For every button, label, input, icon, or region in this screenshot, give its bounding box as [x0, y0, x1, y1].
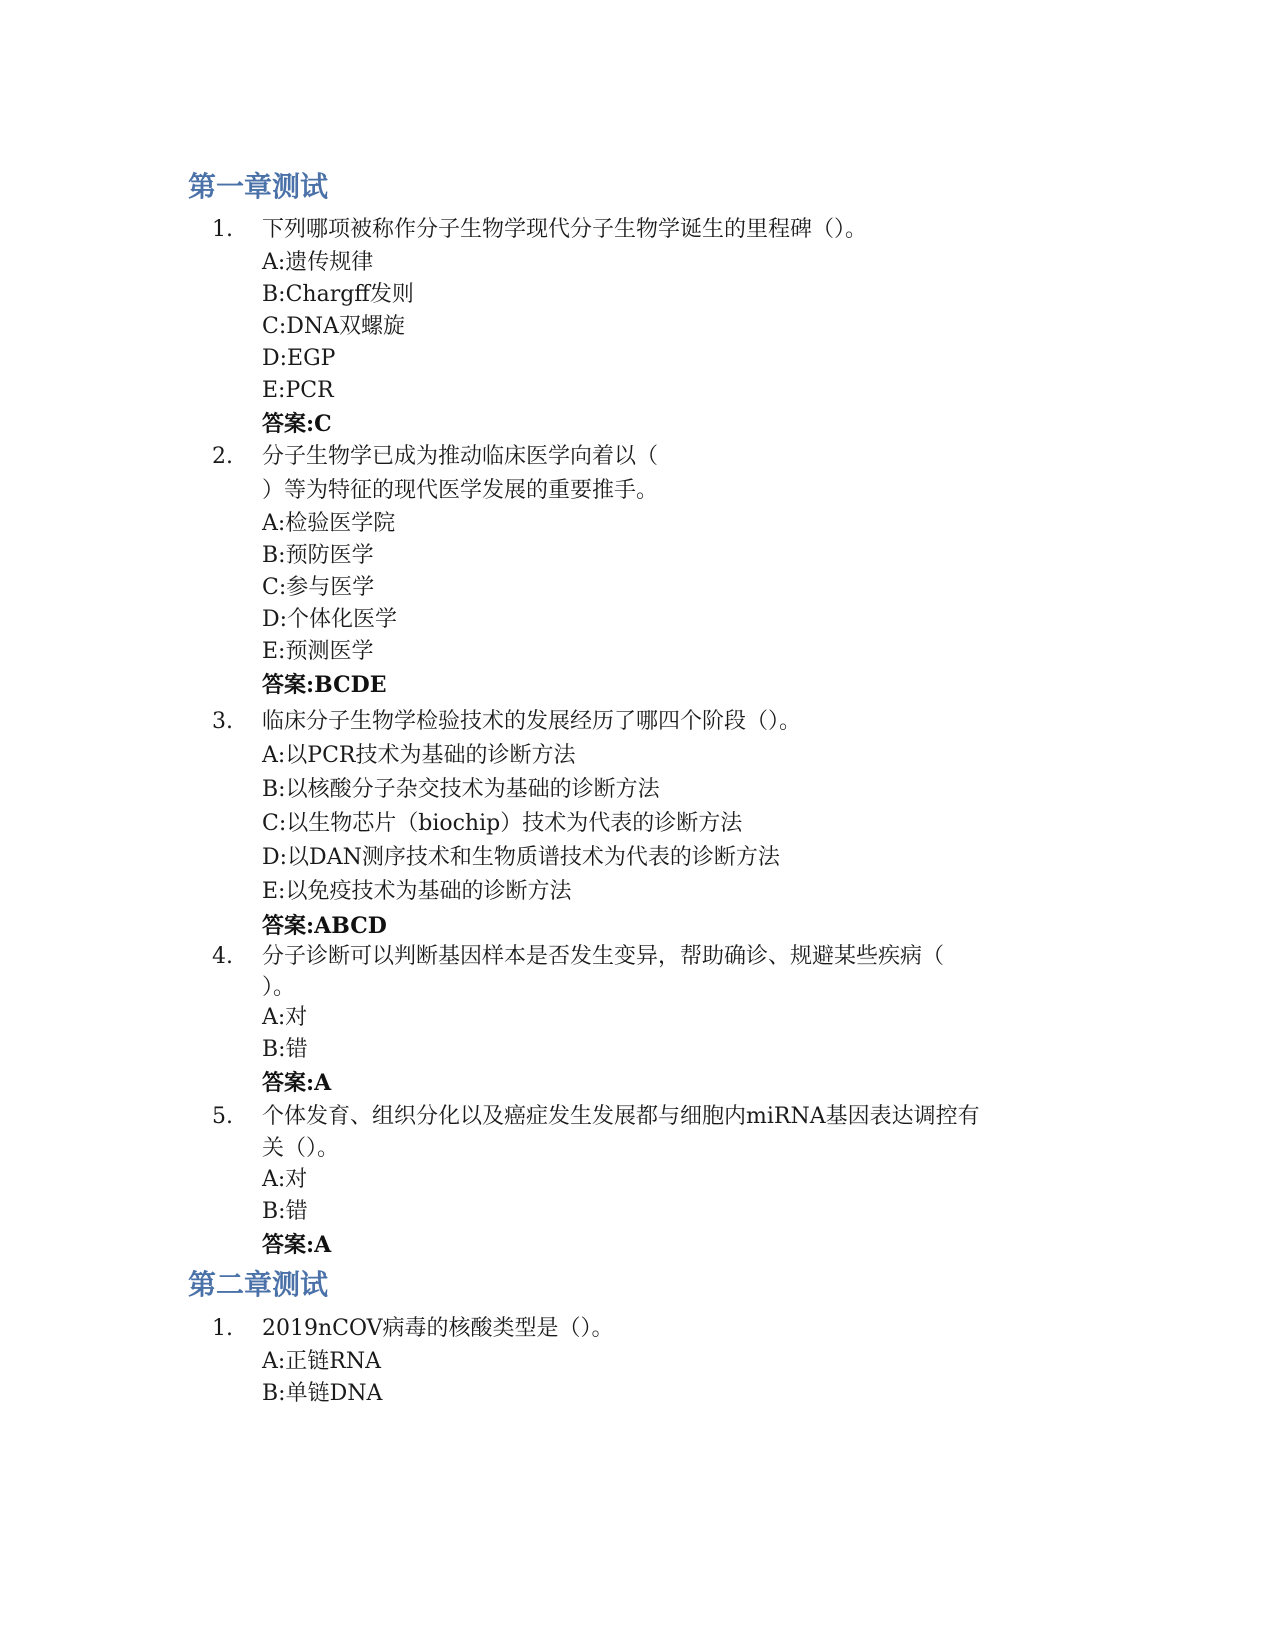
question-number: 3. — [212, 709, 233, 734]
option-a: A:遗传规律 — [262, 250, 374, 275]
option-b: B:以核酸分子杂交技术为基础的诊断方法 — [262, 777, 660, 802]
question-number: 5. — [212, 1104, 233, 1129]
option-b: B:错 — [262, 1037, 308, 1062]
question-number: 4. — [212, 944, 233, 969]
question-text-line-2: 关（）。 — [262, 1136, 340, 1161]
option-a: A:对 — [262, 1005, 308, 1030]
option-b: B:预防医学 — [262, 543, 374, 568]
chapter-1-question-2 — [212, 440, 1072, 702]
question-text-line-1: 分子诊断可以判断基因样本是否发生变异，帮助确诊、规避某些疾病（ — [262, 944, 945, 969]
answer: 答案:A — [262, 1232, 332, 1258]
option-d: D:个体化医学 — [262, 607, 398, 632]
option-d: D:以DAN测序技术和生物质谱技术为代表的诊断方法 — [262, 845, 780, 870]
chapter-2-question-1 — [212, 1312, 1072, 1410]
option-c: C:DNA双螺旋 — [262, 314, 406, 339]
option-e: E:PCR — [262, 378, 334, 403]
chapter-1-question-4 — [212, 940, 1072, 1100]
option-d: D:EGP — [262, 346, 336, 371]
answer: 答案:BCDE — [262, 672, 387, 698]
option-e: E:以免疫技术为基础的诊断方法 — [262, 879, 572, 904]
question-number: 2. — [212, 444, 233, 469]
answer: 答案:ABCD — [262, 913, 387, 939]
answer: 答案:A — [262, 1070, 332, 1096]
option-a: A:以PCR技术为基础的诊断方法 — [262, 743, 576, 768]
question-text: 2019nCOV病毒的核酸类型是（）。 — [262, 1316, 614, 1341]
chapter-1-question-5 — [212, 1100, 1072, 1262]
option-b: B:Chargff发则 — [262, 282, 414, 307]
option-a: A:检验医学院 — [262, 511, 396, 536]
question-text-line-2: ）等为特征的现代医学发展的重要推手。 — [262, 478, 659, 503]
option-b: B:错 — [262, 1199, 308, 1224]
chapter-1-question-3 — [212, 705, 1072, 943]
question-text: 下列哪项被称作分子生物学现代分子生物学诞生的里程碑（）。 — [262, 217, 868, 242]
option-a: A:对 — [262, 1167, 308, 1192]
question-text: 临床分子生物学检验技术的发展经历了哪四个阶段（）。 — [262, 709, 802, 734]
question-text-line-1: 个体发育、组织分化以及癌症发生发展都与细胞内miRNA基因表达调控有 — [262, 1104, 980, 1129]
answer: 答案:C — [262, 411, 332, 437]
chapter-1-question-1 — [212, 213, 1072, 441]
option-e: E:预测医学 — [262, 639, 374, 664]
option-a: A:正链RNA — [262, 1349, 382, 1374]
chapter-2-title: 第二章测试 — [188, 1268, 329, 1301]
option-c: C:以生物芯片（biochip）技术为代表的诊断方法 — [262, 811, 743, 836]
question-text-line-2: ）。 — [262, 975, 296, 1000]
question-number: 1. — [212, 217, 233, 242]
chapter-1-title: 第一章测试 — [188, 170, 329, 203]
question-text-line-1: 分子生物学已成为推动临床医学向着以（ — [262, 444, 659, 469]
option-c: C:参与医学 — [262, 575, 375, 600]
option-b: B:单链DNA — [262, 1381, 383, 1406]
question-number: 1. — [212, 1316, 233, 1341]
